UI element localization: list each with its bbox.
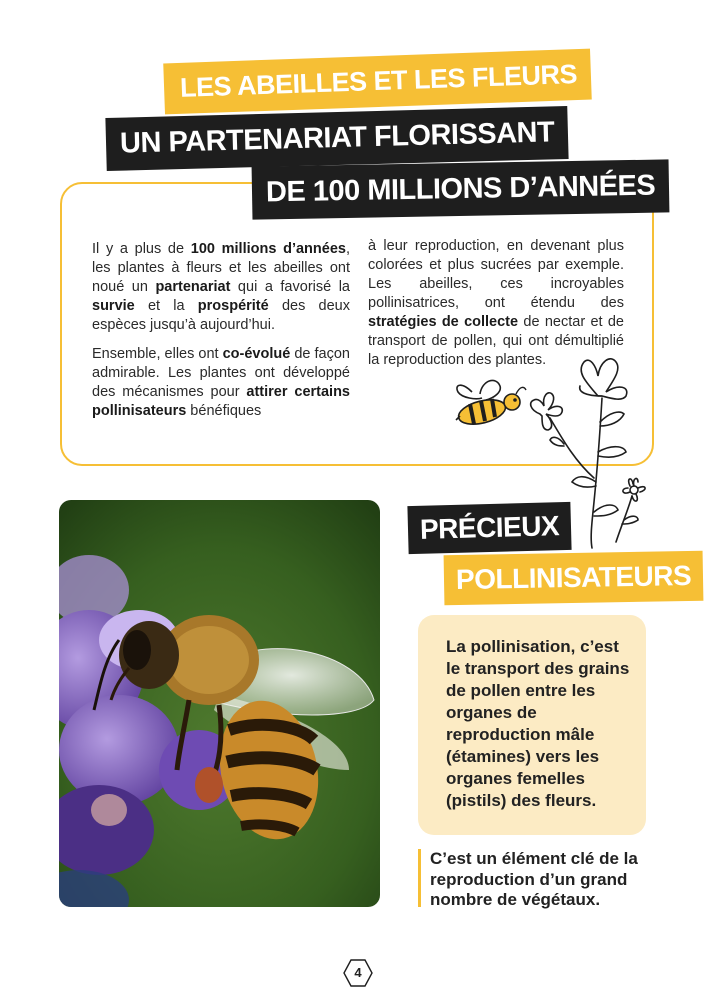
quote-text: C’est un élément clé de la reproduction d’un grand nombre de végétaux. (430, 849, 638, 909)
bold-term: attirer certains pollinisateurs (92, 384, 350, 419)
intro-column-left (92, 240, 350, 431)
page-number-badge (343, 958, 373, 988)
section-title-line-2: POLLINISATEURS (444, 551, 704, 606)
bold-term: stratégies de collecte (368, 314, 519, 330)
bold-term: prospérité (197, 298, 269, 314)
quote-bar (418, 849, 421, 907)
bold-term: survie (92, 298, 135, 314)
intro-paragraph-2: Ensemble, elles ont co-évolué de façon admirable. Les plantes ont développé des mécanismes pour attirer certains pollinisateurs bénéfiques (92, 346, 350, 419)
bee-on-flower-photo (59, 500, 380, 907)
bold-term: 100 millions d’années (190, 241, 346, 257)
bold-term: co-évolué (222, 346, 291, 362)
intro-paragraph-1: Il y a plus de 100 millions d’années, les plantes à fleurs et les abeilles ont noué un partenariat qui a favorisé la survie et la prospérité des deux espèces jusqu’à aujourd’hui. (92, 241, 350, 333)
intro-paragraph-3: à leur reproduction, en devenant plus colorées et plus sucrées par exemple. Les abeilles, ces incroyables pollinisatrices, ont étendu des stratégies de collecte de nectar et de transport de pollen, qui ont démultiplié la reproduction des plantes. (368, 238, 624, 368)
section-title-line-1: PRÉCIEUX (407, 502, 571, 554)
title-line-2: UN PARTENARIAT FLORISSANT (105, 106, 569, 171)
definition-text: La pollinisation, c’est le transport des grains de pollen entre les organes de reproduction mâle (étamines) vers les organes femelles (pistils) des fleurs. (446, 637, 630, 810)
title-line-3: DE 100 MILLIONS D’ANNÉES (252, 159, 670, 219)
page-number: 4 (354, 965, 362, 980)
bold-term: partenariat (155, 279, 231, 295)
title-line-1: LES ABEILLES ET LES FLEURS (163, 49, 592, 115)
